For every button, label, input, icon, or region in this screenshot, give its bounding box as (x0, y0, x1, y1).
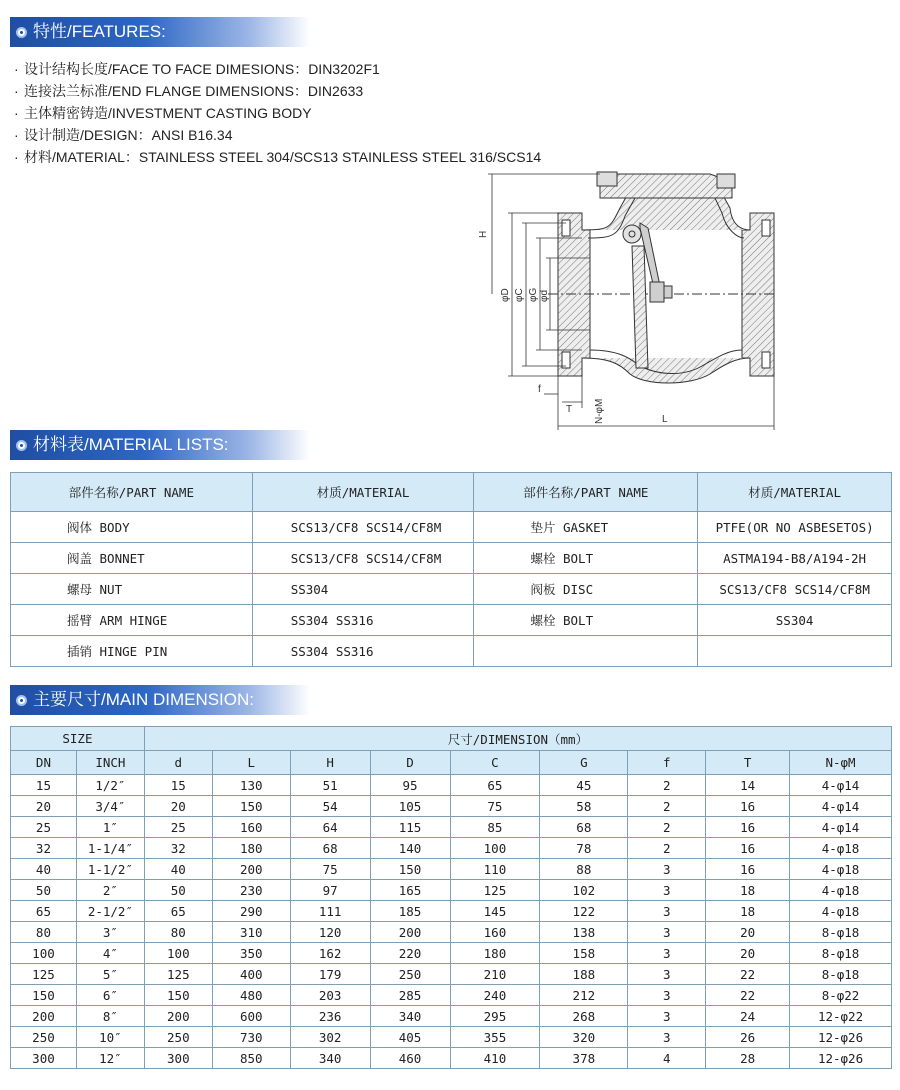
table-cell: 4-φ14 (790, 796, 892, 817)
table-row (11, 859, 892, 880)
table-cell: 180 (212, 838, 290, 859)
table-cell: 8″ (76, 1006, 144, 1027)
table-cell: 16 (706, 859, 790, 880)
table-cell: 8-φ18 (790, 943, 892, 964)
table-row (11, 901, 892, 922)
feature-text: 主体精密铸造/INVESTMENT CASTING BODY (24, 105, 312, 121)
table-cell: 32 (11, 838, 77, 859)
column-header: d (144, 751, 212, 775)
material-cell: SS304 (252, 574, 474, 605)
column-header: f (628, 751, 706, 775)
table-cell: 6″ (76, 985, 144, 1006)
table-cell: 8-φ18 (790, 964, 892, 985)
table-cell: 200 (370, 922, 450, 943)
table-cell: 250 (370, 964, 450, 985)
table-cell: 2 (628, 775, 706, 796)
features-list (14, 58, 541, 168)
table-cell: 150 (212, 796, 290, 817)
material-cell: PTFE(OR NO ASBESETOS) (698, 512, 892, 543)
feature-text: 设计结构长度/FACE TO FACE DIMESIONS：DIN3202F1 (24, 61, 380, 77)
part-name-cell: 阀板 DISC (474, 574, 698, 605)
table-cell: 16 (706, 838, 790, 859)
table-cell: 2 (628, 838, 706, 859)
table-cell: 125 (450, 880, 540, 901)
part-name-cell: 阀体 BODY (11, 512, 253, 543)
table-cell: 97 (290, 880, 370, 901)
column-header: 部件名称/PART NAME (11, 473, 253, 512)
table-cell: 158 (540, 943, 628, 964)
table-row (11, 543, 892, 574)
table-cell: 110 (450, 859, 540, 880)
feature-text: 连接法兰标准/END FLANGE DIMENSIONS：DIN2633 (24, 83, 364, 99)
valve-section-drawing (470, 168, 810, 436)
column-header: C (450, 751, 540, 775)
table-cell: 22 (706, 985, 790, 1006)
table-cell: 200 (11, 1006, 77, 1027)
table-cell: 3/4″ (76, 796, 144, 817)
table-cell: 4-φ14 (790, 817, 892, 838)
table-cell: 51 (290, 775, 370, 796)
table-cell: 160 (212, 817, 290, 838)
table-cell: 25 (11, 817, 77, 838)
material-cell: SCS13/CF8 SCS14/CF8M (252, 543, 474, 574)
table-row (11, 922, 892, 943)
table-cell: 16 (706, 796, 790, 817)
dim-label-c: φC (514, 288, 525, 302)
dimension-table (10, 726, 892, 1069)
table-row (11, 1048, 892, 1069)
table-cell: 115 (370, 817, 450, 838)
column-header: N-φM (790, 751, 892, 775)
table-cell: 2 (628, 796, 706, 817)
table-cell: 230 (212, 880, 290, 901)
dimensions-title: 主要尺寸/MAIN DIMENSION: (33, 690, 255, 709)
table-cell: 12-φ26 (790, 1027, 892, 1048)
table-cell: 100 (11, 943, 77, 964)
table-cell: 340 (370, 1006, 450, 1027)
feature-item: · 连接法兰标准/END FLANGE DIMENSIONS：DIN2633 (14, 83, 364, 99)
dim-label-n: N-φM (594, 398, 605, 424)
table-cell: 220 (370, 943, 450, 964)
table-cell: 68 (540, 817, 628, 838)
feature-item: · 主体精密铸造/INVESTMENT CASTING BODY (14, 105, 312, 121)
table-cell: 25 (144, 817, 212, 838)
material-cell: SS304 (698, 605, 892, 636)
table-cell: 12-φ26 (790, 1048, 892, 1069)
table-cell: 200 (144, 1006, 212, 1027)
table-cell: 2-1/2″ (76, 901, 144, 922)
table-cell: 95 (370, 775, 450, 796)
table-cell: 3 (628, 964, 706, 985)
dim-label-h: H (478, 230, 489, 238)
materials-title: 材料表/MATERIAL LISTS: (33, 435, 229, 454)
table-cell: 32 (144, 838, 212, 859)
table-cell: 302 (290, 1027, 370, 1048)
table-cell: 45 (540, 775, 628, 796)
table-header-row (11, 751, 892, 775)
table-cell: 50 (144, 880, 212, 901)
column-header: L (212, 751, 290, 775)
material-cell: SS304 SS316 (252, 605, 474, 636)
table-cell: 3 (628, 1006, 706, 1027)
part-name-cell: 螺栓 BOLT (474, 605, 698, 636)
table-cell: 600 (212, 1006, 290, 1027)
table-cell: 1″ (76, 817, 144, 838)
bullet-icon (16, 695, 27, 706)
table-cell: 58 (540, 796, 628, 817)
table-cell: 10″ (76, 1027, 144, 1048)
table-cell: 3 (628, 880, 706, 901)
column-header: 材质/MATERIAL (252, 473, 474, 512)
table-cell: 20 (11, 796, 77, 817)
table-cell: 4 (628, 1048, 706, 1069)
table-cell: 2 (628, 817, 706, 838)
table-cell: 111 (290, 901, 370, 922)
materials-header (10, 430, 310, 460)
table-cell: 15 (11, 775, 77, 796)
table-cell: 3 (628, 985, 706, 1006)
table-cell: 4-φ14 (790, 775, 892, 796)
column-header: G (540, 751, 628, 775)
table-cell: 80 (144, 922, 212, 943)
table-cell: 400 (212, 964, 290, 985)
part-name-cell: 垫片 GASKET (474, 512, 698, 543)
table-row (11, 943, 892, 964)
table-cell: 40 (11, 859, 77, 880)
dimension-table-body (11, 775, 892, 1069)
table-cell: 350 (212, 943, 290, 964)
table-cell: 138 (540, 922, 628, 943)
material-cell: ASTMA194-B8/A194-2H (698, 543, 892, 574)
table-cell: 54 (290, 796, 370, 817)
column-header: 材质/MATERIAL (698, 473, 892, 512)
table-cell: 50 (11, 880, 77, 901)
table-cell: 12″ (76, 1048, 144, 1069)
material-cell: SCS13/CF8 SCS14/CF8M (252, 512, 474, 543)
table-cell: 64 (290, 817, 370, 838)
table-cell: 3 (628, 943, 706, 964)
table-cell: 140 (370, 838, 450, 859)
feature-text: 材料/MATERIAL：STAINLESS STEEL 304/SCS13 STAINLESS STEEL 316/SCS14 (24, 149, 542, 165)
part-name-cell: 阀盖 BONNET (11, 543, 253, 574)
table-cell: 120 (290, 922, 370, 943)
table-cell: 165 (370, 880, 450, 901)
table-cell: 80 (11, 922, 77, 943)
table-cell: 125 (11, 964, 77, 985)
table-cell: 125 (144, 964, 212, 985)
table-header-row (11, 473, 892, 512)
table-cell: 1-1/4″ (76, 838, 144, 859)
column-header: T (706, 751, 790, 775)
table-cell: 300 (144, 1048, 212, 1069)
table-cell: 88 (540, 859, 628, 880)
dim-label-g: φG (528, 287, 539, 302)
feature-item: · 材料/MATERIAL：STAINLESS STEEL 304/SCS13 STAINLESS STEEL 316/SCS14 (14, 149, 542, 165)
part-name-cell: 摇臂 ARM HINGE (11, 605, 253, 636)
table-cell: 150 (11, 985, 77, 1006)
table-cell: 18 (706, 880, 790, 901)
table-row (11, 817, 892, 838)
table-cell: 2″ (76, 880, 144, 901)
table-cell: 378 (540, 1048, 628, 1069)
table-row (11, 964, 892, 985)
table-cell: 185 (370, 901, 450, 922)
dim-label-f: f (538, 384, 541, 395)
table-cell: 3 (628, 922, 706, 943)
table-cell: 300 (11, 1048, 77, 1069)
table-cell: 145 (450, 901, 540, 922)
table-row (11, 1006, 892, 1027)
table-cell: 3 (628, 859, 706, 880)
feature-item: · 设计制造/DESIGN：ANSI B16.34 (14, 127, 233, 143)
material-cell (698, 636, 892, 667)
table-cell: 250 (11, 1027, 77, 1048)
table-cell: 188 (540, 964, 628, 985)
table-cell: 355 (450, 1027, 540, 1048)
table-cell: 236 (290, 1006, 370, 1027)
dim-label-small-d: φd (539, 289, 550, 302)
table-cell: 150 (144, 985, 212, 1006)
material-table (10, 472, 892, 667)
table-cell: 65 (144, 901, 212, 922)
column-header: DN (11, 751, 77, 775)
table-cell: 20 (706, 943, 790, 964)
table-cell: 20 (706, 922, 790, 943)
part-name-cell: 螺母 NUT (11, 574, 253, 605)
table-row (11, 985, 892, 1006)
table-row (11, 605, 892, 636)
table-cell: 24 (706, 1006, 790, 1027)
table-cell: 210 (450, 964, 540, 985)
table-cell: 130 (212, 775, 290, 796)
table-cell: 75 (450, 796, 540, 817)
table-row (11, 775, 892, 796)
table-cell: 150 (370, 859, 450, 880)
table-cell: 1/2″ (76, 775, 144, 796)
feature-text: 设计制造/DESIGN：ANSI B16.34 (24, 127, 233, 143)
table-cell: 18 (706, 901, 790, 922)
table-cell: 8-φ18 (790, 922, 892, 943)
table-cell: 179 (290, 964, 370, 985)
bullet-icon (16, 27, 27, 38)
table-cell: 65 (11, 901, 77, 922)
table-row (11, 636, 892, 667)
column-header: 部件名称/PART NAME (474, 473, 698, 512)
table-cell: 85 (450, 817, 540, 838)
table-cell: 22 (706, 964, 790, 985)
table-cell: 4-φ18 (790, 859, 892, 880)
table-cell: 68 (290, 838, 370, 859)
table-cell: 122 (540, 901, 628, 922)
table-cell: 75 (290, 859, 370, 880)
table-cell: 180 (450, 943, 540, 964)
table-cell: 14 (706, 775, 790, 796)
features-header (10, 17, 310, 47)
table-cell: 405 (370, 1027, 450, 1048)
table-cell: 162 (290, 943, 370, 964)
table-cell: 15 (144, 775, 212, 796)
table-cell: 100 (450, 838, 540, 859)
dimension-group-header: 尺寸/DIMENSION（mm） (144, 727, 891, 751)
table-cell: 480 (212, 985, 290, 1006)
table-cell: 285 (370, 985, 450, 1006)
part-name-cell: 插销 HINGE PIN (11, 636, 253, 667)
dim-label-l: L (662, 414, 668, 425)
column-header: D (370, 751, 450, 775)
part-name-cell (474, 636, 698, 667)
table-cell: 40 (144, 859, 212, 880)
table-cell: 212 (540, 985, 628, 1006)
table-cell: 28 (706, 1048, 790, 1069)
table-cell: 65 (450, 775, 540, 796)
table-cell: 20 (144, 796, 212, 817)
table-cell: 3″ (76, 922, 144, 943)
table-cell: 4-φ18 (790, 880, 892, 901)
table-row (11, 796, 892, 817)
table-cell: 105 (370, 796, 450, 817)
table-row (11, 1027, 892, 1048)
table-cell: 250 (144, 1027, 212, 1048)
table-cell: 320 (540, 1027, 628, 1048)
table-cell: 12-φ22 (790, 1006, 892, 1027)
table-cell: 3 (628, 901, 706, 922)
dim-label-d: φD (500, 288, 511, 302)
table-cell: 4-φ18 (790, 838, 892, 859)
table-cell: 1-1/2″ (76, 859, 144, 880)
material-cell: SS304 SS316 (252, 636, 474, 667)
table-cell: 730 (212, 1027, 290, 1048)
table-cell: 240 (450, 985, 540, 1006)
table-cell: 850 (212, 1048, 290, 1069)
column-header: H (290, 751, 370, 775)
table-cell: 203 (290, 985, 370, 1006)
table-cell: 4-φ18 (790, 901, 892, 922)
table-cell: 310 (212, 922, 290, 943)
table-cell: 100 (144, 943, 212, 964)
table-cell: 340 (290, 1048, 370, 1069)
table-cell: 5″ (76, 964, 144, 985)
material-cell: SCS13/CF8 SCS14/CF8M (698, 574, 892, 605)
size-header: SIZE (11, 727, 145, 751)
table-cell: 268 (540, 1006, 628, 1027)
table-cell: 26 (706, 1027, 790, 1048)
table-cell: 8-φ22 (790, 985, 892, 1006)
table-header-row (11, 727, 892, 751)
part-name-cell: 螺栓 BOLT (474, 543, 698, 574)
table-cell: 160 (450, 922, 540, 943)
table-row (11, 880, 892, 901)
table-cell: 102 (540, 880, 628, 901)
dimensions-header (10, 685, 310, 715)
table-cell: 4″ (76, 943, 144, 964)
table-cell: 295 (450, 1006, 540, 1027)
table-cell: 290 (212, 901, 290, 922)
table-cell: 78 (540, 838, 628, 859)
dim-label-t: T (566, 404, 573, 415)
table-row (11, 512, 892, 543)
table-cell: 16 (706, 817, 790, 838)
table-cell: 410 (450, 1048, 540, 1069)
bullet-icon (16, 440, 27, 451)
table-row (11, 574, 892, 605)
feature-item: · 设计结构长度/FACE TO FACE DIMESIONS：DIN3202F1 (14, 61, 380, 77)
table-row (11, 838, 892, 859)
table-cell: 3 (628, 1027, 706, 1048)
features-title: 特性/FEATURES: (33, 22, 166, 41)
table-cell: 460 (370, 1048, 450, 1069)
table-cell: 200 (212, 859, 290, 880)
column-header: INCH (76, 751, 144, 775)
